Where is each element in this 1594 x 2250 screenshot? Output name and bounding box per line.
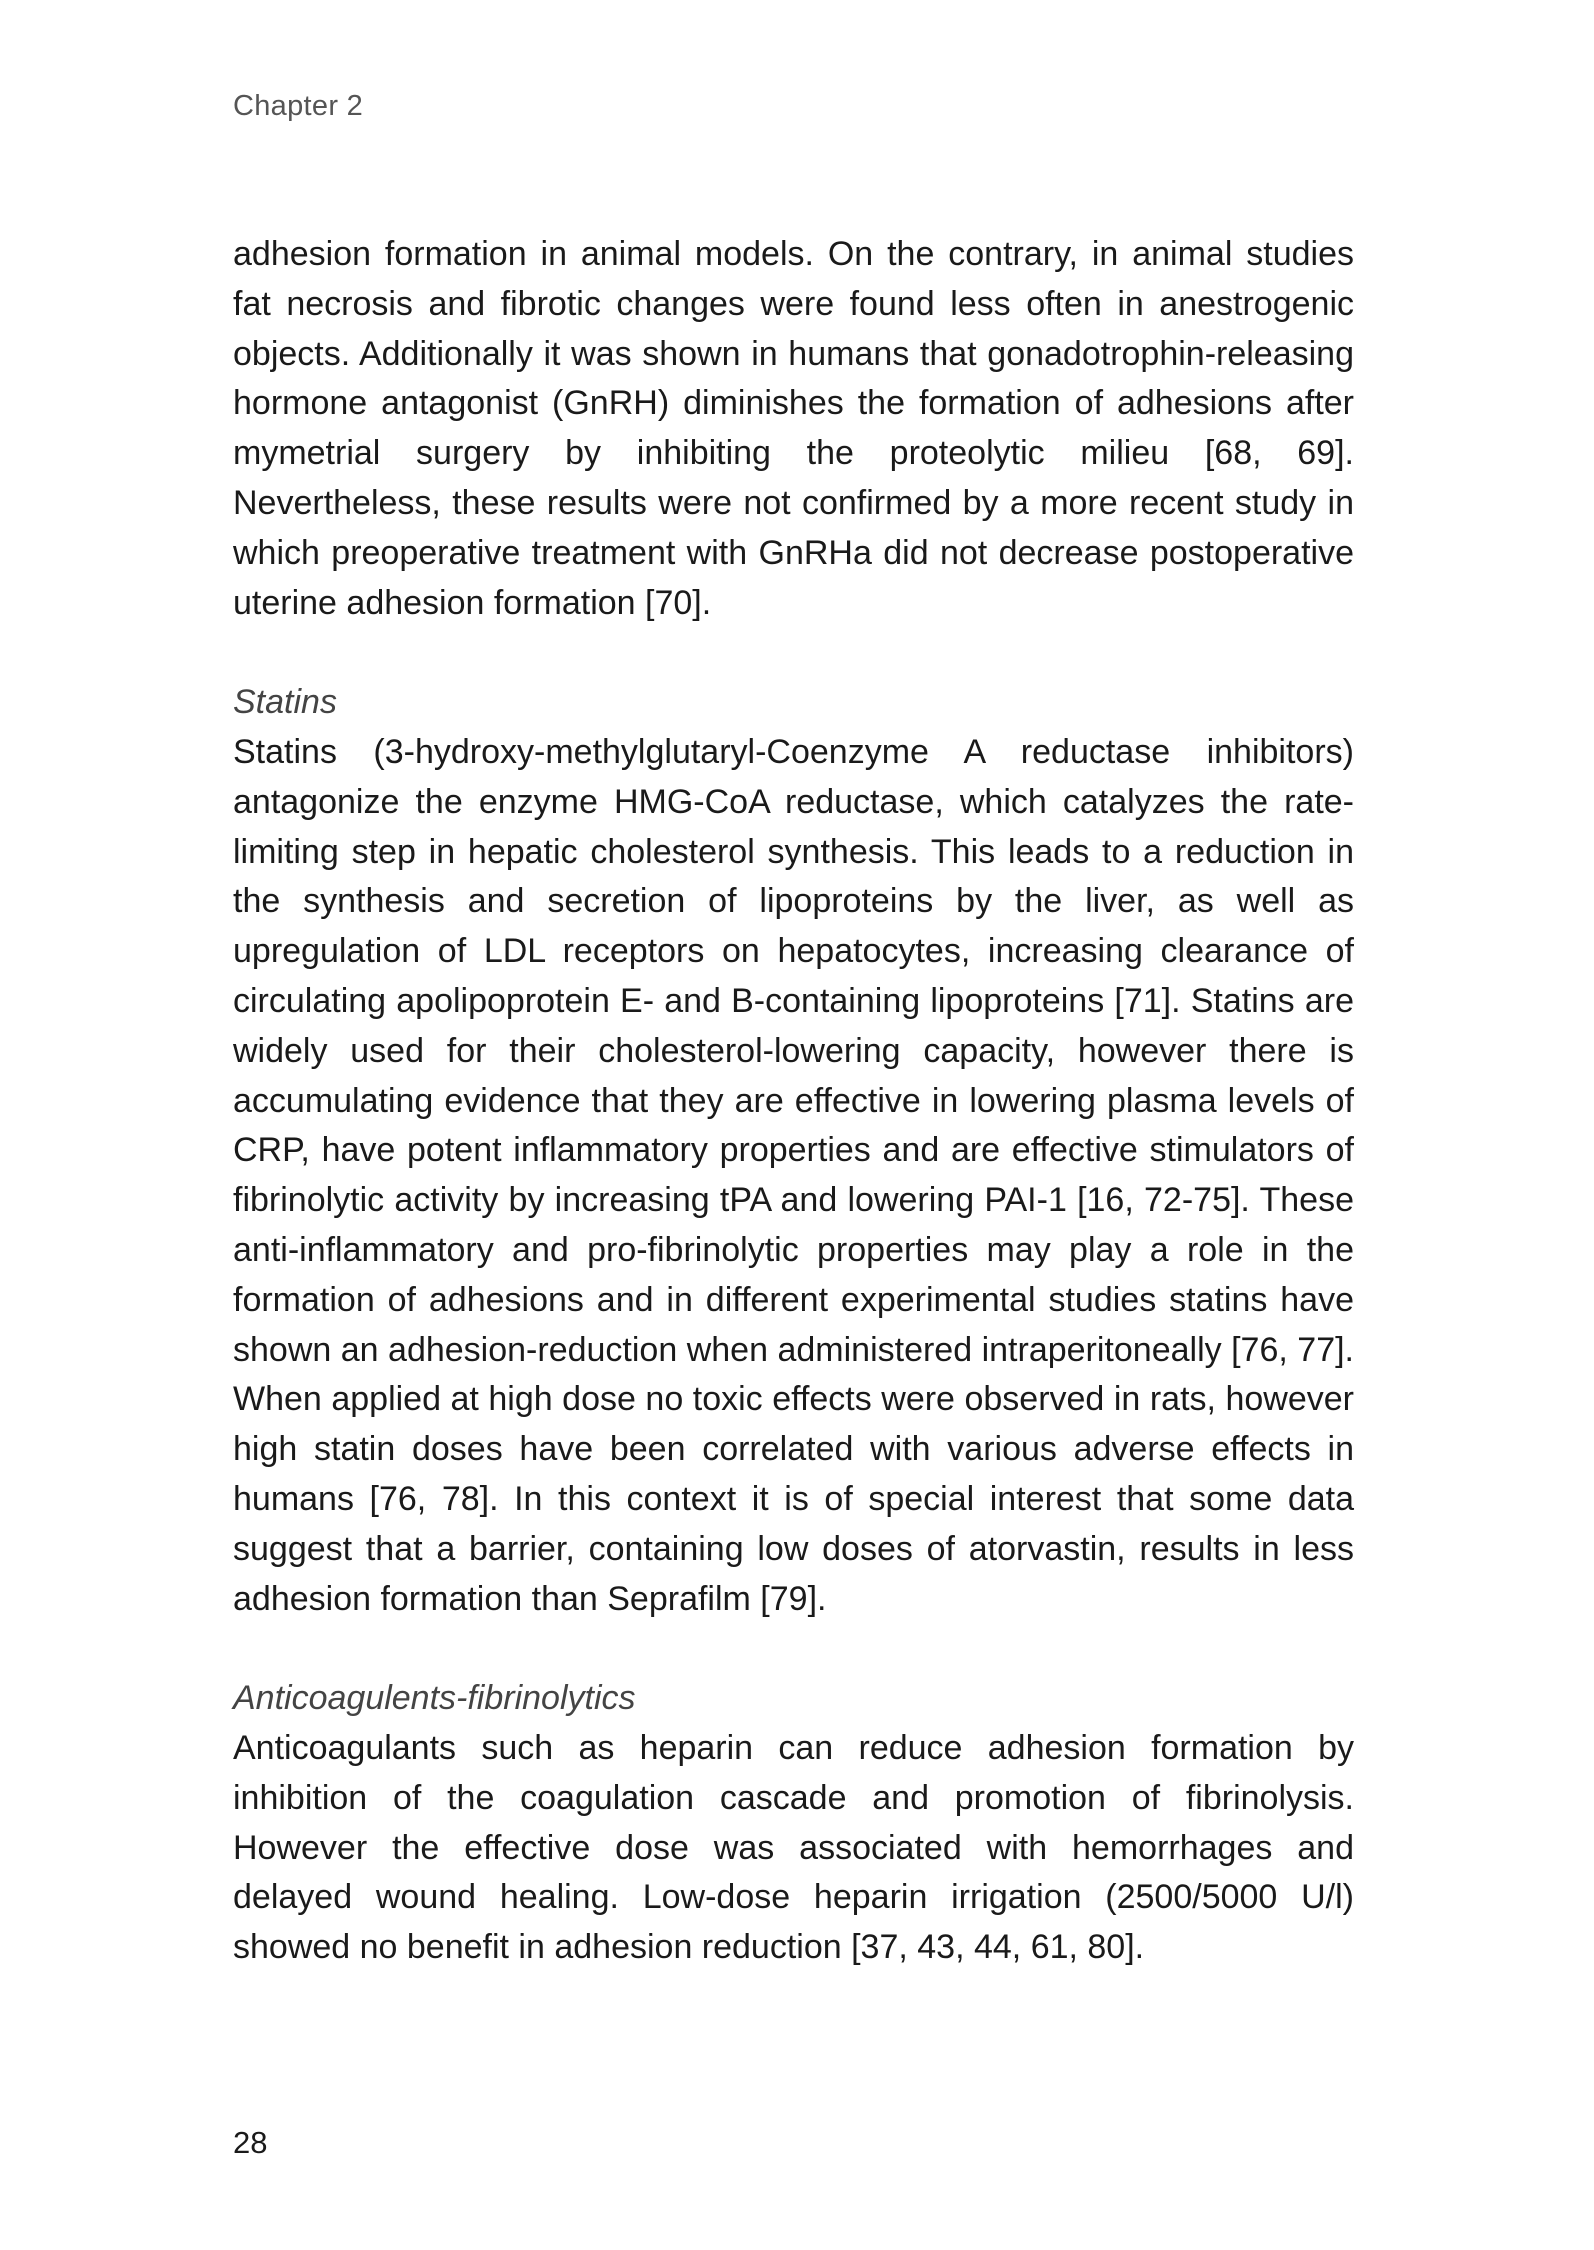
chapter-running-head: Chapter 2: [233, 90, 364, 122]
page-number: 28: [233, 2125, 268, 2160]
section-statins: [233, 678, 1354, 1624]
intro-paragraph: adhesion formation in animal models. On the contrary, in animal studies fat necrosis and fibrotic changes were found less often in anestrogenic objects. Additionally it was shown in humans that gonadotrophin-releasing hormone antagonist (GnRH) diminishes the formation of adhesions after mymetrial surgery by inhibiting the proteolytic milieu [68, 69]. Nevertheless, these results were not confirmed by a more recent study in which preoperative treatment with GnRHa did not decrease postoperative uterine adhesion formation [70].: [233, 235, 1354, 622]
section-paragraph-statins: Statins (3-hydroxy-methylglutaryl-Coenzyme A reductase inhibitors) antagonize the enzyme HMG-CoA reductase, which catalyzes the rate-limiting step in hepatic cholesterol synthesis. This leads to a reduction in the synthesis and secretion of lipoproteins by the liver, as well as upregulation of LDL receptors on hepatocytes, increasing clearance of circulating apolipoprotein E- and B-containing lipoproteins [71]. Statins are widely used for their cholesterol-lowering capacity, however there is accumulating evidence that they are effective in lowering plasma levels of CRP, have potent inflammatory properties and are effective stimulators of fibrinolytic activity by increasing tPA and lowering PAI-1 [16, 72-75]. These anti-inflammatory and pro-fibrinolytic properties may play a role in the formation of adhesions and in different experimental studies statins have shown an adhesion-reduction when administered intraperitoneally [76, 77]. When applied at high dose no toxic effects were observed in rats, however high statin doses have been correlated with various adverse effects in humans [76, 78]. In this context it is of special interest that some data suggest that a barrier, containing low doses of atorvastin, results in less adhesion formation than Seprafilm [79].: [233, 732, 1354, 1618]
section-anticoagulants: [233, 1674, 1354, 1973]
section-heading-anticoagulants: Anticoagulents-fibrinolytics: [233, 1679, 636, 1718]
page-body: [233, 230, 1354, 1973]
section-heading-statins: Statins: [233, 683, 337, 722]
section-paragraph-anticoagulants: Anticoagulants such as heparin can reduce adhesion formation by inhibition of the coagulation cascade and promotion of fibrinolysis. However the effective dose was associated with hemorrhages and delayed wound healing. Low-dose heparin irrigation (2500/5000 U/l) showed no benefit in adhesion reduction [37, 43, 44, 61, 80].: [233, 1728, 1354, 1967]
